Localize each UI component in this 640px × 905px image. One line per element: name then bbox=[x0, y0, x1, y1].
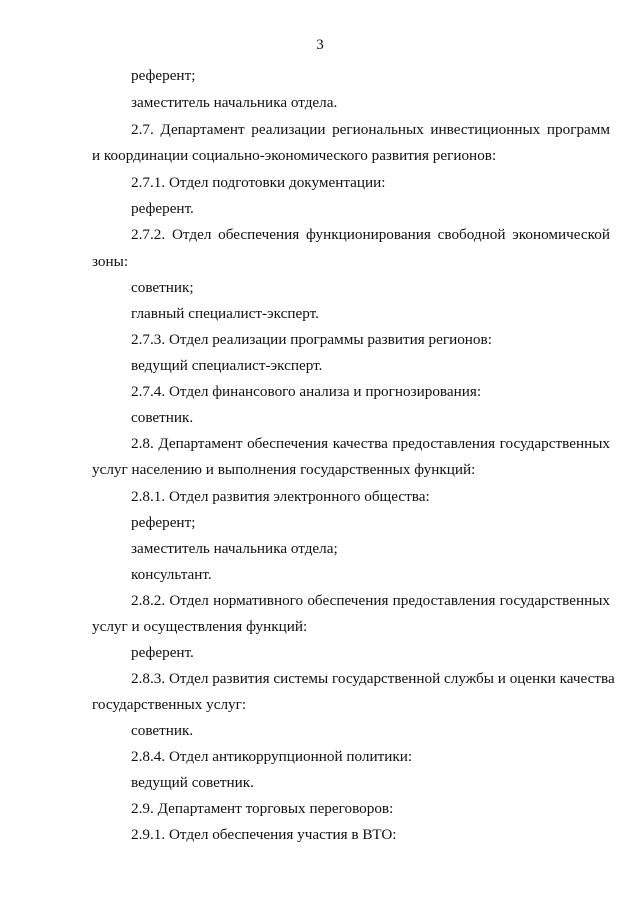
text-line: советник. bbox=[131, 409, 194, 426]
text-line: советник; bbox=[131, 279, 194, 296]
text-line: советник. bbox=[131, 722, 194, 739]
text-line: заместитель начальника отдела. bbox=[131, 94, 338, 111]
subsection-heading-cont: услуг и осуществления функций: bbox=[92, 618, 308, 635]
section-heading: 2.9. Департамент торговых переговоров: bbox=[131, 800, 394, 817]
subsection-heading: 2.8.4. Отдел антикоррупционной политики: bbox=[131, 748, 413, 765]
section-heading: 2.7. Департамент реализации региональных инвестиционных программ bbox=[131, 121, 610, 138]
subsection-heading-cont: зоны: bbox=[92, 253, 129, 270]
subsection-heading: 2.9.1. Отдел обеспечения участия в ВТО: bbox=[131, 826, 397, 843]
subsection-heading: 2.8.3. Отдел развития системы государственной службы и оценки качества bbox=[131, 670, 615, 687]
subsection-heading: 2.7.2. Отдел обеспечения функционирования свободной экономической bbox=[131, 226, 610, 243]
text-line: заместитель начальника отдела; bbox=[131, 540, 338, 557]
subsection-heading: 2.8.2. Отдел нормативного обеспечения предоставления государственных bbox=[131, 592, 610, 609]
subsection-heading: 2.7.4. Отдел финансового анализа и прогнозирования: bbox=[131, 383, 482, 400]
text-line: референт. bbox=[131, 644, 194, 661]
subsection-heading: 2.7.3. Отдел реализации программы развития регионов: bbox=[131, 331, 492, 348]
text-line: референт; bbox=[131, 67, 196, 84]
subsection-heading: 2.8.1. Отдел развития электронного общества: bbox=[131, 488, 430, 505]
section-heading-cont: услуг населению и выполнения государственных функций: bbox=[92, 461, 476, 478]
page-number: 3 bbox=[316, 37, 324, 53]
section-heading: 2.8. Департамент обеспечения качества предоставления государственных bbox=[131, 435, 610, 452]
text-line: референт; bbox=[131, 514, 196, 531]
text-line: консультант. bbox=[131, 566, 212, 583]
text-line: референт. bbox=[131, 200, 194, 217]
section-heading-cont: и координации социально-экономического развития регионов: bbox=[92, 147, 497, 164]
subsection-heading: 2.7.1. Отдел подготовки документации: bbox=[131, 174, 386, 191]
text-line: ведущий советник. bbox=[131, 774, 254, 791]
text-line: ведущий специалист-эксперт. bbox=[131, 357, 323, 374]
text-line: главный специалист-эксперт. bbox=[131, 305, 319, 322]
subsection-heading-cont: государственных услуг: bbox=[92, 696, 247, 713]
